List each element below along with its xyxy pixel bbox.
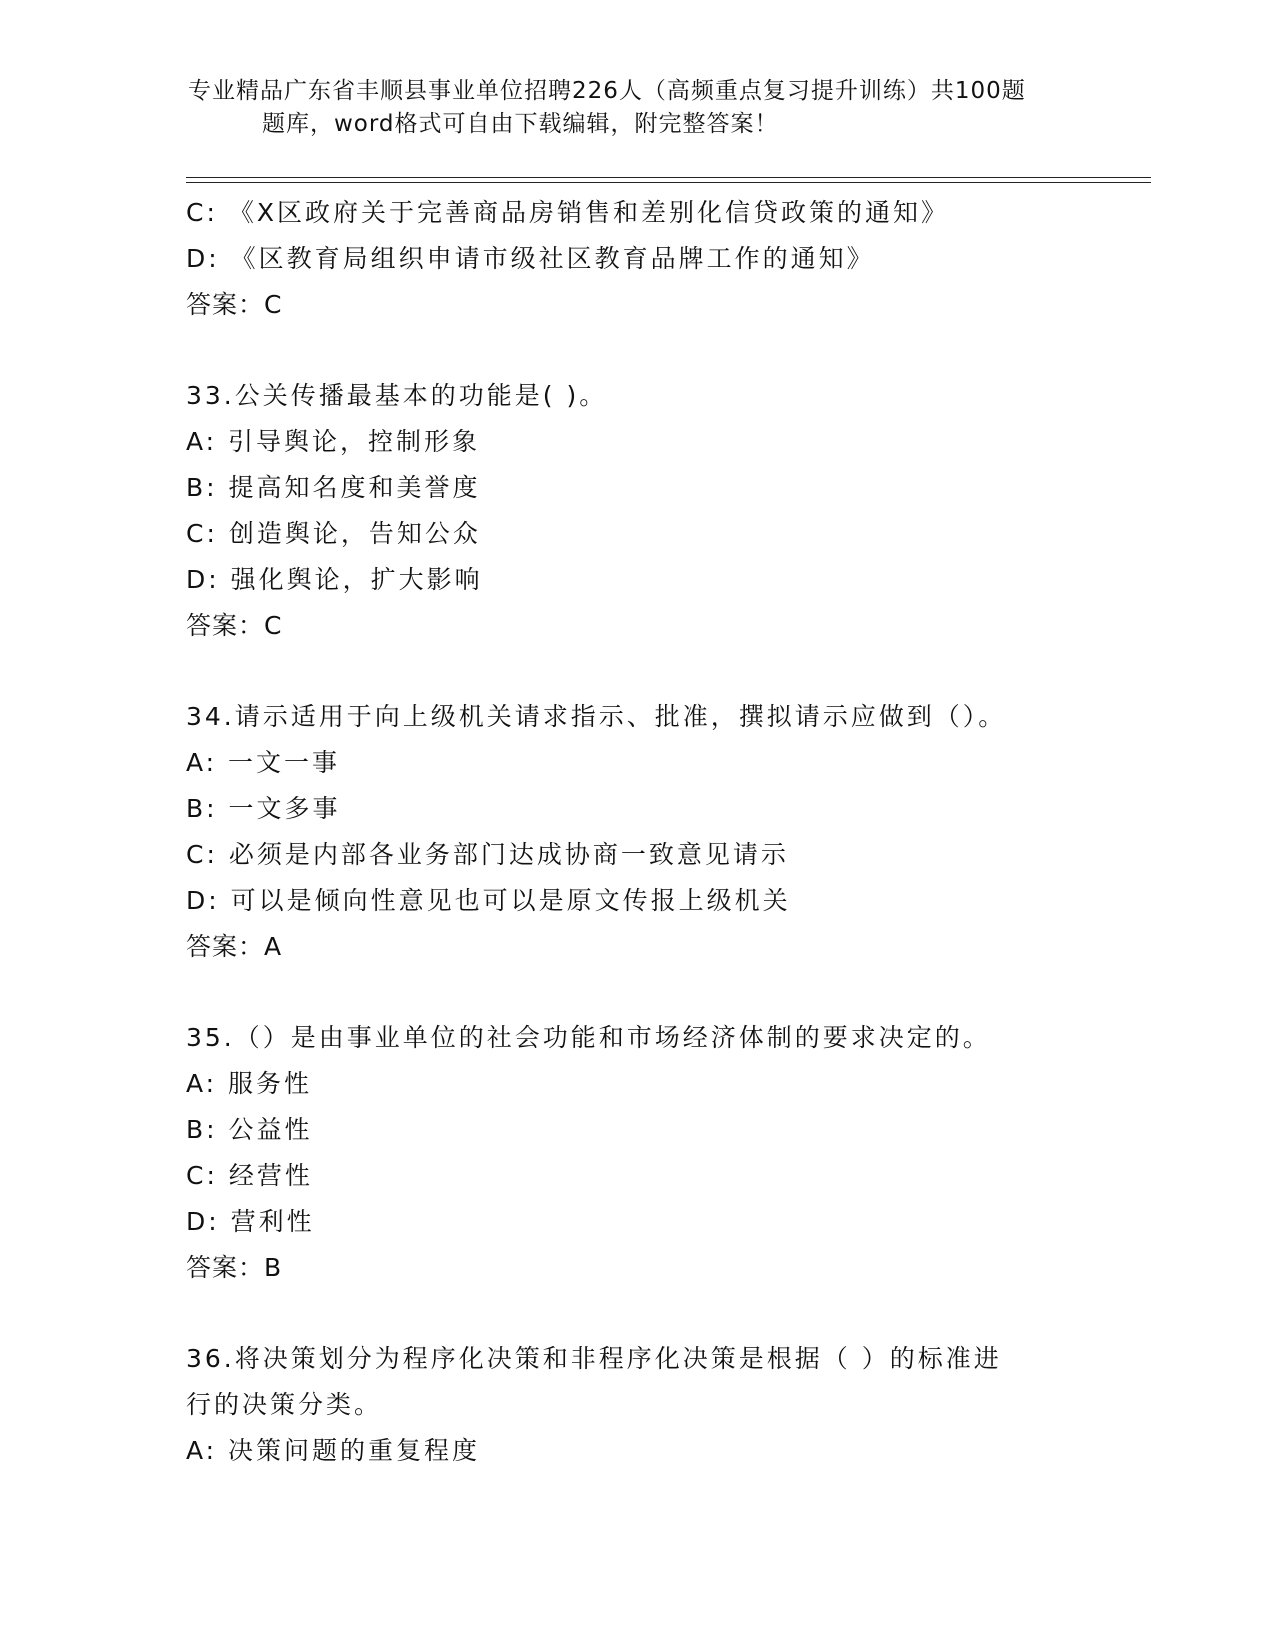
option-d: D: 《区教育局组织申请市级社区教育品牌工作的通知》 bbox=[186, 244, 875, 273]
option-c: C: 《X区政府关于完善商品房销售和差别化信贷政策的通知》 bbox=[186, 198, 949, 227]
option-a: A: 引导舆论，控制形象 bbox=[186, 427, 481, 456]
answer: 答案：B bbox=[186, 1253, 283, 1282]
option-a: A: 决策问题的重复程度 bbox=[186, 1436, 481, 1465]
question-carryover bbox=[186, 190, 1086, 328]
question-34 bbox=[186, 694, 1086, 970]
option-d: D: 强化舆论，扩大影响 bbox=[186, 565, 483, 594]
question-text-line-2: 行的决策分类。 bbox=[186, 1390, 383, 1419]
question-33 bbox=[186, 373, 1086, 649]
option-c: C: 必须是内部各业务部门达成协商一致意见请示 bbox=[186, 840, 789, 869]
option-d: D: 营利性 bbox=[186, 1207, 315, 1236]
option-c: C: 经营性 bbox=[186, 1161, 313, 1190]
document-body bbox=[186, 190, 1086, 1474]
question-36 bbox=[186, 1336, 1086, 1474]
header-title-line-2: 题库，word格式可自由下载编辑，附完整答案！ bbox=[262, 111, 779, 137]
question-35 bbox=[186, 1015, 1086, 1291]
question-text: 33.公关传播最基本的功能是( )。 bbox=[186, 381, 608, 410]
answer: 答案：A bbox=[186, 932, 283, 961]
answer: 答案：C bbox=[186, 290, 283, 319]
header-rule-top bbox=[186, 177, 1151, 178]
answer: 答案：C bbox=[186, 611, 283, 640]
header-rule-bottom bbox=[186, 182, 1151, 183]
question-text-line-1: 36.将决策划分为程序化决策和非程序化决策是根据（ ）的标准进 bbox=[186, 1344, 1002, 1373]
option-b: B: 一文多事 bbox=[186, 794, 341, 823]
option-a: A: 一文一事 bbox=[186, 748, 341, 777]
option-d: D: 可以是倾向性意见也可以是原文传报上级机关 bbox=[186, 886, 791, 915]
option-a: A: 服务性 bbox=[186, 1069, 313, 1098]
question-text: 35.（）是由事业单位的社会功能和市场经济体制的要求决定的。 bbox=[186, 1023, 991, 1052]
header-title-line-1: 专业精品广东省丰顺县事业单位招聘226人（高频重点复习提升训练）共100题 bbox=[188, 78, 1026, 104]
option-b: B: 公益性 bbox=[186, 1115, 313, 1144]
question-text: 34.请示适用于向上级机关请求指示、批准，撰拟请示应做到（）。 bbox=[186, 702, 1007, 731]
option-c: C: 创造舆论，告知公众 bbox=[186, 519, 481, 548]
option-b: B: 提高知名度和美誉度 bbox=[186, 473, 481, 502]
